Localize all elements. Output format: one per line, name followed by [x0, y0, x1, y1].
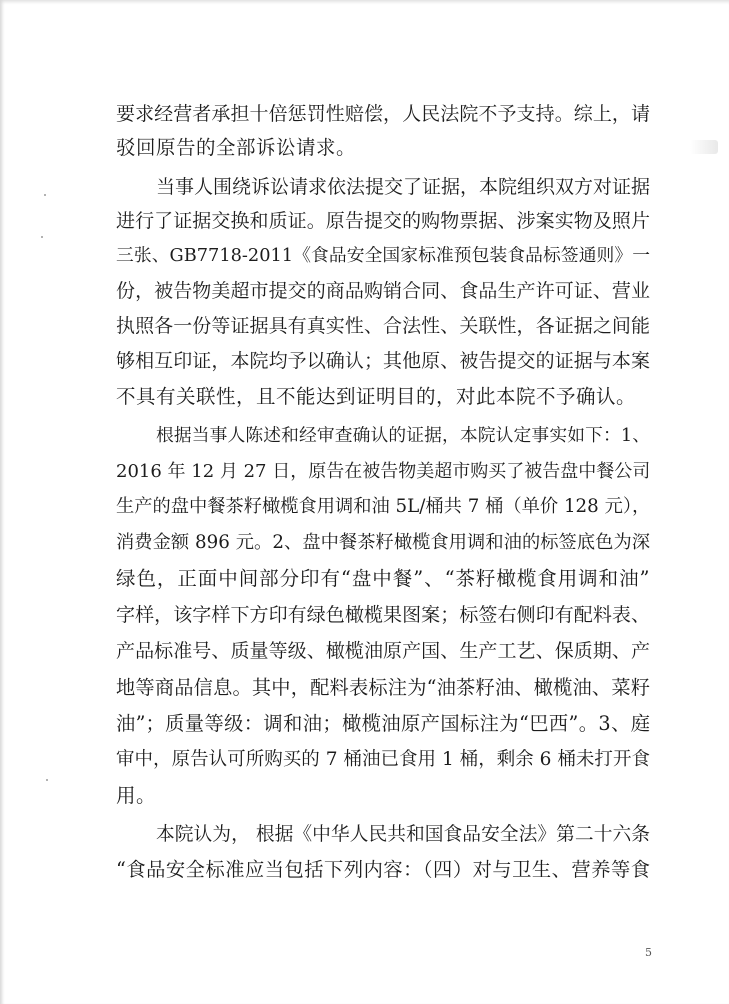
scan-speck — [41, 236, 43, 238]
page-number: 5 — [645, 946, 652, 959]
bleed-through-mark — [690, 140, 718, 154]
body-text-line: 消费金额 896 元。2、盘中餐茶籽橄榄食用调和油的标签底色为深 — [116, 532, 650, 553]
body-text-line: 油”；质量等级：调和油；橄榄油原产国标注为“巴西”。3、庭 — [116, 712, 650, 735]
scan-speck — [44, 194, 46, 196]
body-text-line: 2016 年 12 月 27 日，原告在被告物美超市购买了被告盘中餐公司 — [116, 461, 651, 482]
body-text-line: 当事人围绕诉讼请求依法提交了证据，本院组织双方对证据 — [156, 176, 651, 198]
body-text-line: 进行了证据交换和质证。原告提交的购物票据、涉案实物及照片 — [116, 210, 650, 232]
body-text-line: 份，被告物美超市提交的商品购销合同、食品生产许可证、营业 — [116, 280, 650, 302]
body-text-line: 要求经营者承担十倍惩罚性赔偿，人民法院不予支持。综上，请 — [116, 103, 650, 125]
body-text-line: 字样，该字样下方印有绿色橄榄果图案；标签右侧印有配料表、 — [116, 604, 650, 626]
body-text-line: 绿色，正面中间部分印有“盘中餐”、“茶籽橄榄食用调和油” — [116, 567, 650, 590]
body-text-line: 本院认为， 根据《中华人民共和国食品安全法》第二十六条 — [156, 824, 650, 845]
body-text-line: 根据当事人陈述和经审查确认的证据，本院认定事实如下：1、 — [156, 426, 650, 446]
body-text-line: 产品标准号、质量等级、橄榄油原产国、生产工艺、保质期、产 — [116, 640, 650, 662]
scan-speck — [46, 779, 48, 781]
body-text-line: 审中，原告认可所购买的 7 桶油已食用 1 桶，剩余 6 桶未打开食 — [116, 749, 650, 770]
body-text-line: “食品安全标准应当包括下列内容：（四）对与卫生、营养等食 — [116, 858, 650, 881]
body-text-line: 驳回原告的全部诉讼请求。 — [116, 136, 357, 159]
body-text-line: 不具有关联性，且不能达到证明目的，对此本院不予确认。 — [116, 385, 637, 408]
body-text-line: 用。 — [116, 784, 157, 807]
body-text-line: 生产的盘中餐茶籽橄榄食用调和油 5L/桶共 7 桶（单价 128 元）， — [116, 496, 651, 517]
body-text-line: 三张、GB7718-2011《食品安全国家标准预包装食品标签通则》一 — [116, 246, 650, 266]
body-text-line: 执照各一份等证据具有真实性、合法性、关联性，各证据之间能 — [116, 315, 650, 337]
body-text-line: 够相互印证，本院均予以确认；其他原、被告提交的证据与本案 — [116, 350, 650, 372]
body-text-line: 地等商品信息。其中，配料表标注为“油茶籽油、橄榄油、菜籽 — [116, 676, 650, 699]
